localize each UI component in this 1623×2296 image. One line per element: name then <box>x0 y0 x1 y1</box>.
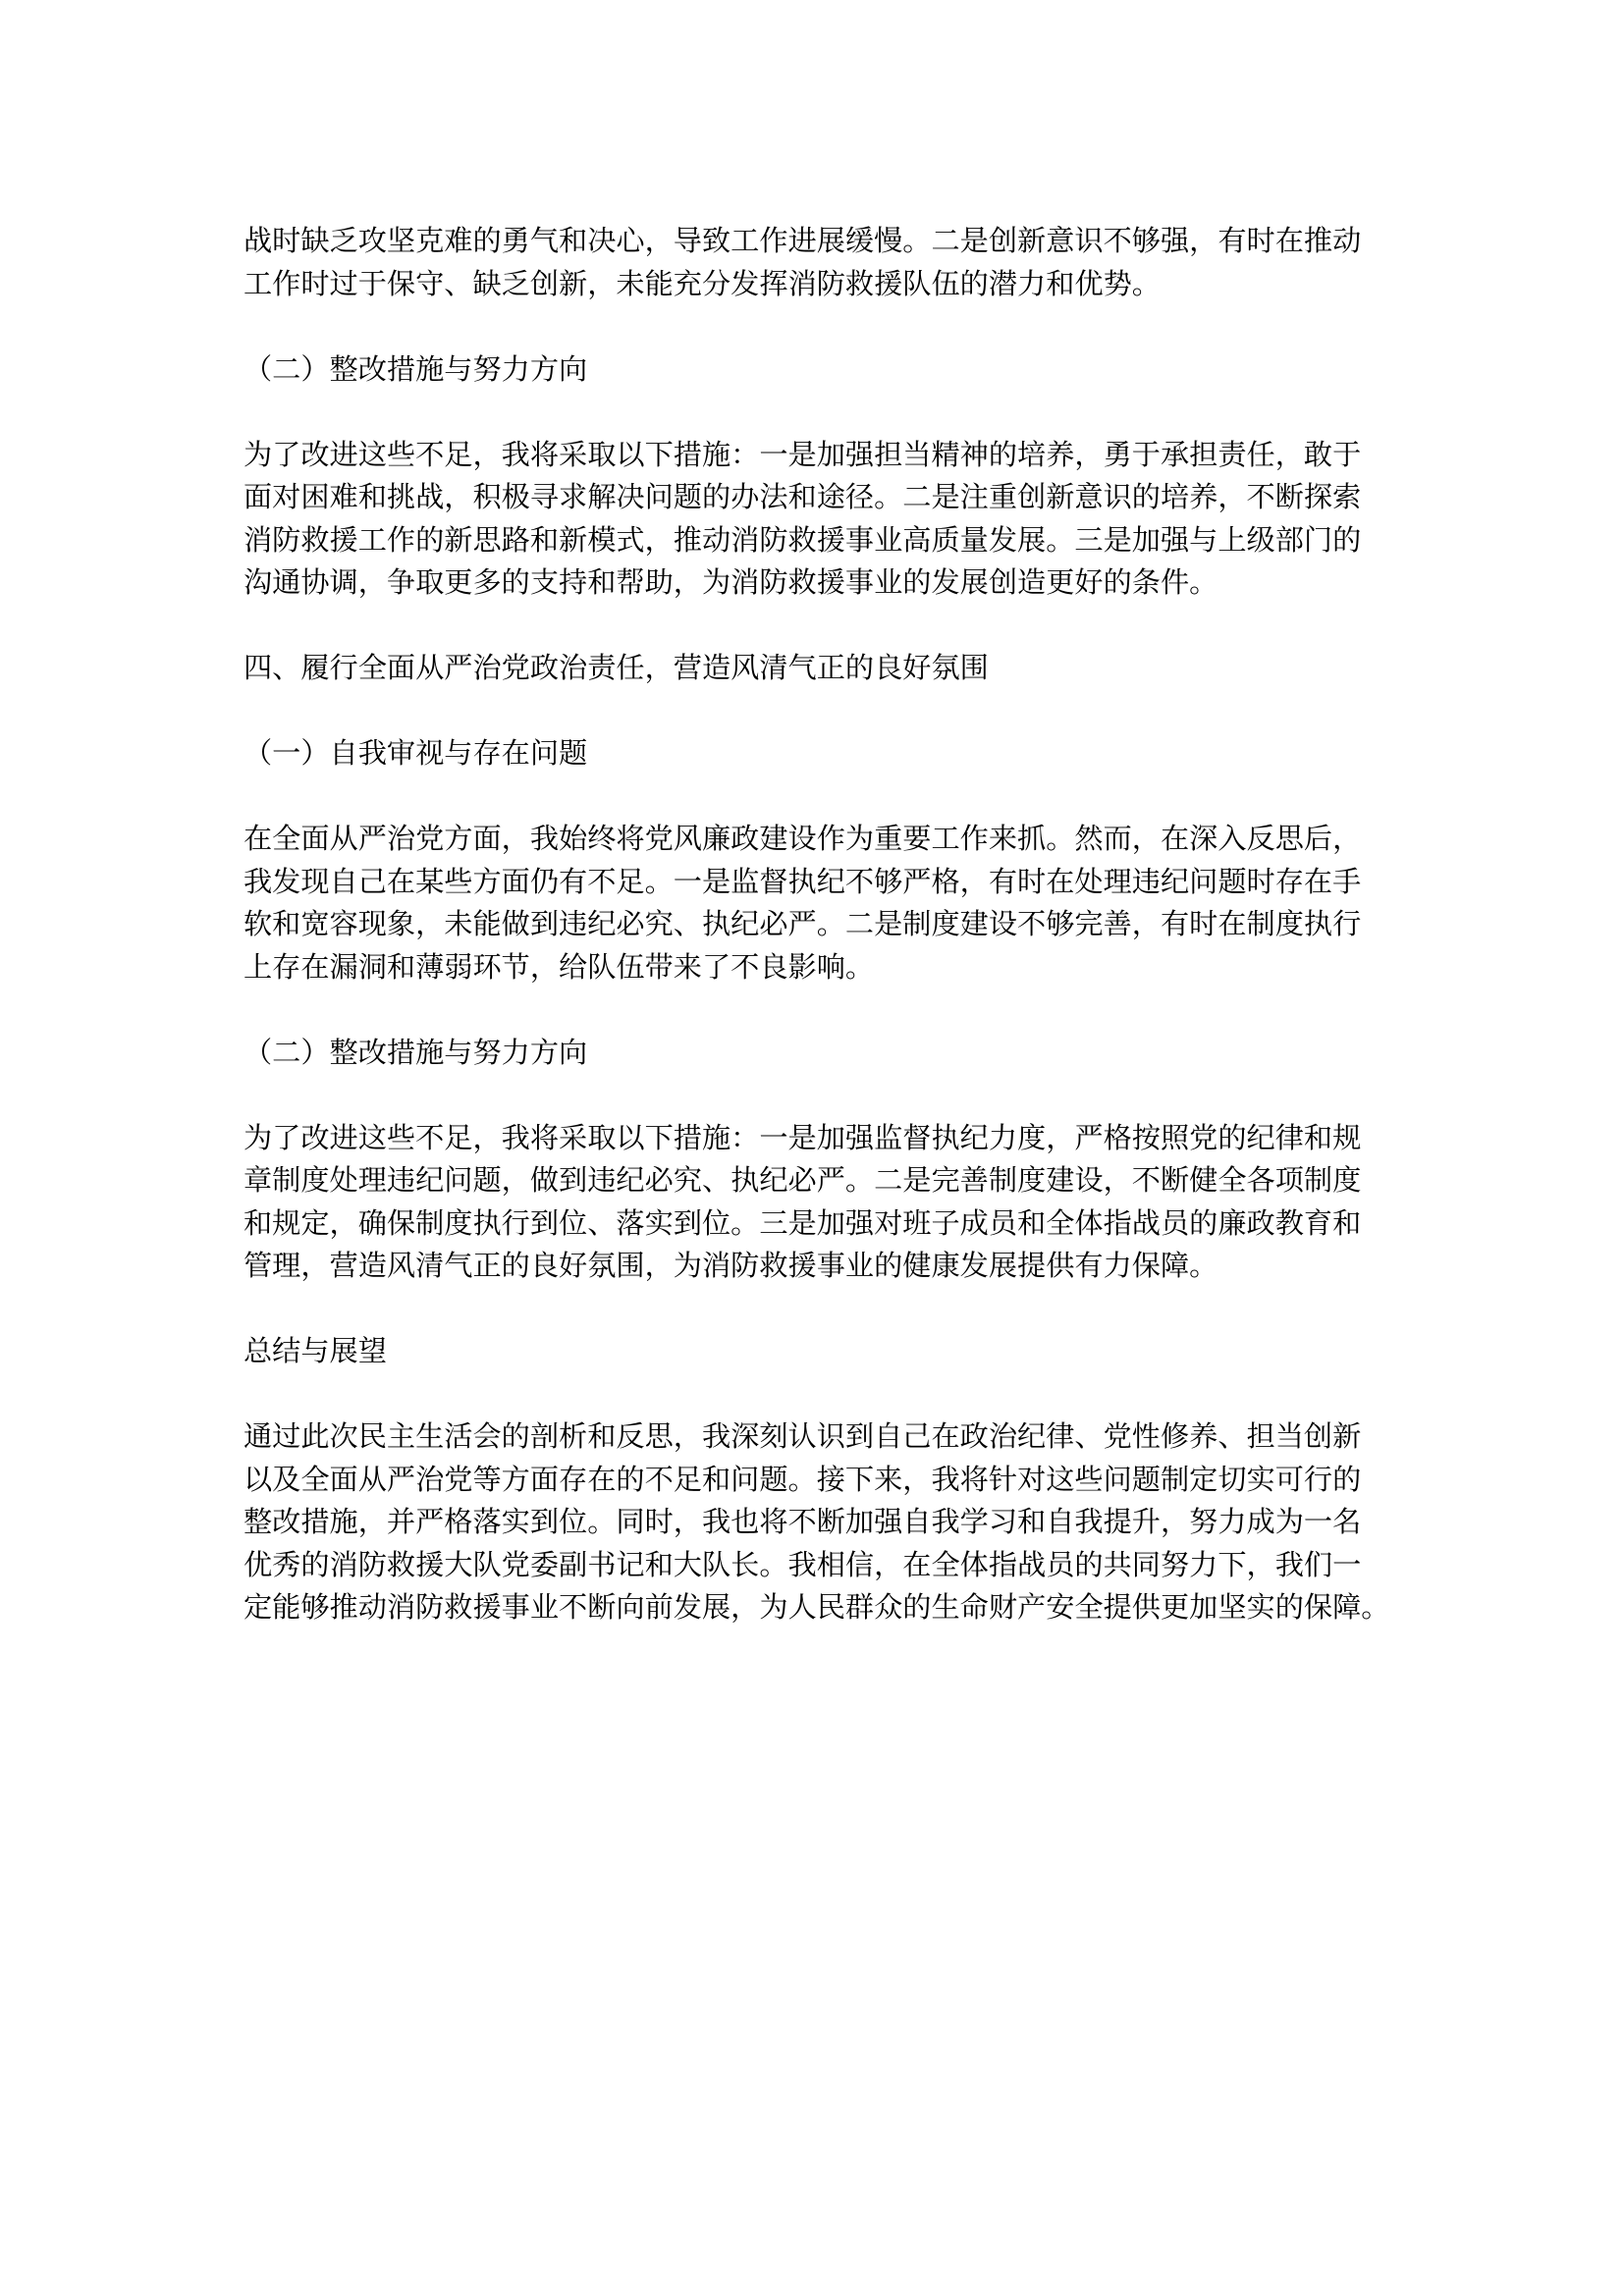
text-line: 定能够推动消防救援事业不断向前发展，为人民群众的生命财产安全提供更加坚实的保障。 <box>243 1592 1390 1624</box>
text-line: 在全面从严治党方面，我始终将党风廉政建设作为重要工作来抓。然而，在深入反思后， <box>243 824 1362 855</box>
text-line: 通过此次民主生活会的剖析和反思，我深刻认识到自己在政治纪律、党性修养、担当创新 <box>243 1421 1362 1453</box>
section-heading <box>243 349 1432 393</box>
body-paragraph <box>243 819 1432 989</box>
body-paragraph <box>243 1118 1432 1289</box>
text-line: 工作时过于保守、缺乏创新，未能充分发挥消防救援队伍的潜力和优势。 <box>243 268 1161 300</box>
text-line: 软和宽容现象，未能做到违纪必究、执纪必严。二是制度建设不够完善，有时在制度执行 <box>243 909 1362 940</box>
text-line: 四、履行全面从严治党政治责任，营造风清气正的良好氛围 <box>243 653 989 684</box>
section-heading <box>243 1331 1432 1374</box>
text-line: 为了改进这些不足，我将采取以下措施：一是加强监督执纪力度，严格按照党的纪律和规 <box>243 1122 1362 1154</box>
text-line: 章制度处理违纪问题，做到违纪必究、执纪必严。二是完善制度建设，不断健全各项制度 <box>243 1165 1362 1197</box>
text-line: 管理，营造风清气正的良好氛围，为消防救援事业的健康发展提供有力保障。 <box>243 1251 1218 1282</box>
text-line: 上存在漏洞和薄弱环节，给队伍带来了不良影响。 <box>243 951 875 984</box>
text-line: 消防救援工作的新思路和新模式，推动消防救援事业高质量发展。三是加强与上级部门的 <box>243 524 1362 557</box>
text-line: 优秀的消防救援大队党委副书记和大队长。我相信，在全体指战员的共同努力下，我们一 <box>243 1549 1362 1581</box>
document-content <box>243 221 1432 1673</box>
text-line: 为了改进这些不足，我将采取以下措施：一是加强担当精神的培养，勇于承担责任，敢于 <box>243 439 1362 471</box>
text-line: （二）整改措施与努力方向 <box>243 1037 588 1069</box>
body-paragraph <box>243 221 1432 306</box>
text-line: 整改措施，并严格落实到位。同时，我也将不断加强自我学习和自我提升，努力成为一名 <box>243 1507 1362 1538</box>
text-line: 我发现自己在某些方面仍有不足。一是监督执纪不够严格，有时在处理违纪问题时存在手 <box>243 866 1362 898</box>
body-paragraph <box>243 435 1432 606</box>
text-line: 和规定，确保制度执行到位、落实到位。三是加强对班子成员和全体指战员的廉政教育和 <box>243 1207 1362 1240</box>
text-line: （二）整改措施与努力方向 <box>243 353 588 386</box>
text-line: 以及全面从严治党等方面存在的不足和问题。接下来，我将针对这些问题制定切实可行的 <box>243 1464 1362 1496</box>
section-heading <box>243 733 1432 776</box>
section-heading <box>243 648 1432 691</box>
text-line: （一）自我审视与存在问题 <box>243 738 588 770</box>
text-line: 战时缺乏攻坚克难的勇气和决心，导致工作进展缓慢。二是创新意识不够强，有时在推动 <box>243 226 1362 257</box>
section-heading <box>243 1033 1432 1076</box>
text-line: 沟通协调，争取更多的支持和帮助，为消防救援事业的发展创造更好的条件。 <box>243 567 1218 599</box>
body-paragraph <box>243 1416 1432 1630</box>
text-line: 面对困难和挑战，积极寻求解决问题的办法和途径。二是注重创新意识的培养，不断探索 <box>243 482 1362 513</box>
text-line: 总结与展望 <box>243 1336 387 1367</box>
